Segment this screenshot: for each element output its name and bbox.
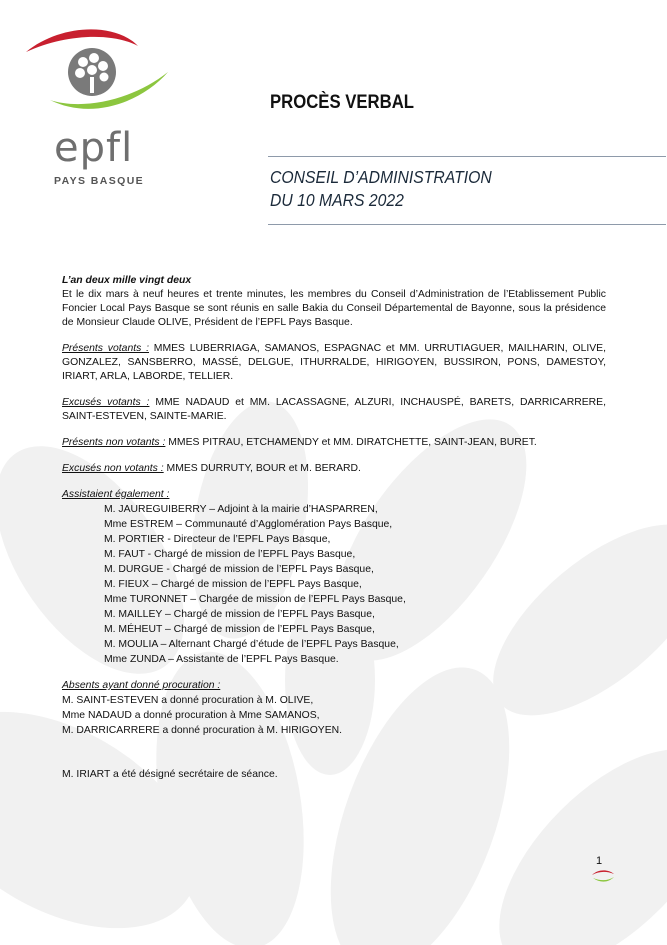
list-item: Mme ESTREM – Communauté d’Agglomération Pays Basque,	[104, 519, 393, 530]
logo-subtitle: PAYS BASQUE	[54, 175, 145, 187]
list-item: Mme NADAUD a donné procuration à Mme SAMANOS,	[62, 710, 320, 721]
list-item: Mme TURONNET – Chargée de mission de l’EPFL Pays Basque,	[104, 594, 406, 605]
present-nonvoting-section	[62, 436, 606, 450]
council-name: CONSEIL D’ADMINISTRATION	[270, 167, 492, 187]
intro-title: L’an deux mille vingt deux	[62, 275, 192, 286]
proxies-list	[62, 693, 606, 738]
list-item: M. DARRICARRERE a donné procuration à M. HIRIGOYEN.	[62, 725, 343, 736]
proxies-section	[62, 679, 606, 693]
page-number: 1	[596, 855, 603, 867]
logo-wordmark: epfl	[54, 125, 134, 171]
list-item: M. MOULIA – Alternant Chargé d’étude de l’EPFL Pays Basque,	[104, 639, 399, 650]
list-item: M. DURGUE - Chargé de mission de l’EPFL Pays Basque,	[104, 564, 374, 575]
list-item: M. SAINT-ESTEVEN a donné procuration à M. OLIVE,	[62, 695, 314, 706]
header-bottom-rule	[268, 224, 666, 225]
list-item: M. JAUREGUIBERRY – Adjoint à la mairie d’HASPARREN,	[104, 504, 378, 515]
excused-voting-list: MME NADAUD et MM. LACASSAGNE, ALZURI, INCHAUSPÉ, BARETS, DARRICARRERE, SAINT-ESTEVEN, SAINTE-MARIE.	[62, 397, 606, 422]
list-item: M. MAILLEY – Chargé de mission de l’EPFL Pays Basque,	[104, 609, 375, 620]
excused-voting-section	[62, 396, 606, 424]
list-item: M. PORTIER - Directeur de l’EPFL Pays Basque,	[104, 534, 331, 545]
council-heading	[270, 166, 492, 212]
assisting-label: Assistaient également :	[62, 489, 170, 500]
page-mark-icon	[590, 868, 616, 884]
excused-nonvoting-label: Excusés non votants :	[62, 463, 164, 474]
secretary-line: M. IRIART a été désigné secrétaire de séance.	[62, 769, 278, 780]
assisting-section	[62, 488, 606, 502]
assisting-list	[104, 502, 606, 667]
list-item: M. MÉHEUT – Chargé de mission de l’EPFL Pays Basque,	[104, 624, 375, 635]
epfl-logo	[20, 22, 170, 187]
excused-voting-label: Excusés votants :	[62, 397, 150, 408]
present-voting-section	[62, 342, 606, 384]
header-top-rule	[268, 156, 666, 157]
tree-emblem-icon	[20, 22, 170, 122]
document-title: PROCÈS VERBAL	[270, 92, 415, 113]
excused-nonvoting-list: MMES DURRUTY, BOUR et M. BERARD.	[163, 463, 361, 474]
present-voting-label: Présents votants :	[62, 343, 149, 354]
present-voting-list: MMES LUBERRIAGA, SAMANOS, ESPAGNAC et MM. URRUTIAGUER, MAILHARIN, OLIVE, GONZALEZ, SANSBERRO, MASSÉ, DELGUE, ITHURRALDE, HIRIGOYEN, BUSSIRON, PONS, DAMESTOY, IRIART, ARLA, LABORDE, TELLIER.	[62, 343, 606, 382]
present-nonvoting-label: Présents non votants :	[62, 437, 166, 448]
intro-paragraph: Et le dix mars à neuf heures et trente minutes, les membres du Conseil d’Administration de l’Etablissement Public Foncier Local Pays Basque se sont réunis en salle Bakia du Conseil Départemental de Bayonne, sous la présidence de Monsieur Claude OLIVE, Président de l’EPFL Pays Basque.	[62, 289, 606, 328]
present-nonvoting-list: MMES PITRAU, ETCHAMENDY et MM. DIRATCHETTE, SAINT-JEAN, BURET.	[165, 437, 537, 448]
list-item: M. FIEUX – Chargé de mission de l’EPFL Pays Basque,	[104, 579, 362, 590]
minutes-body	[62, 274, 606, 782]
excused-nonvoting-section	[62, 462, 606, 476]
list-item: M. FAUT - Chargé de mission de l’EPFL Pays Basque,	[104, 549, 356, 560]
proxies-label: Absents ayant donné procuration :	[62, 680, 221, 691]
list-item: Mme ZUNDA – Assistante de l’EPFL Pays Basque.	[104, 654, 339, 665]
council-date: DU 10 MARS 2022	[270, 190, 404, 210]
